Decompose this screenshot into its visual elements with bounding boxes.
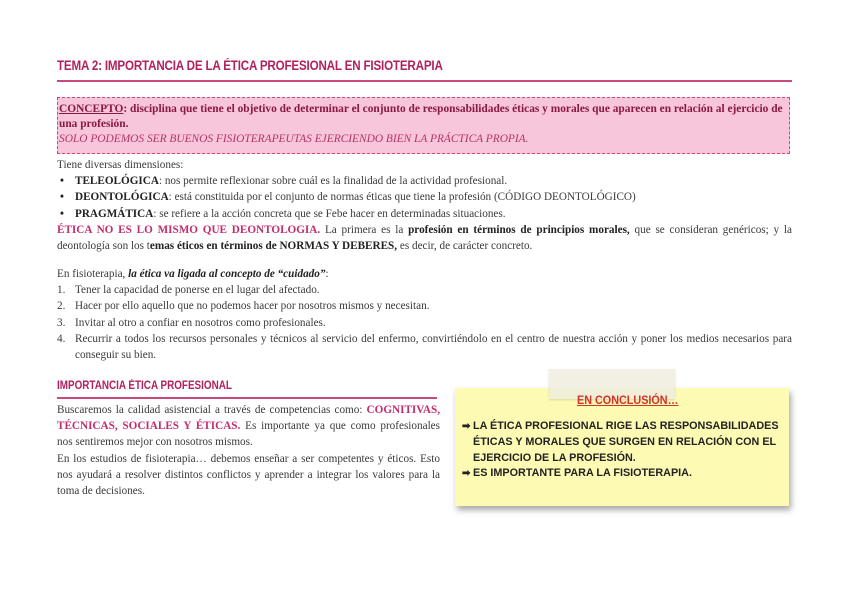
- page-title: TEMA 2: IMPORTANCIA DE LA ÉTICA PROFESIONAL EN FISIOTERAPIA: [57, 58, 443, 73]
- ethics-text-1: La primera es la: [320, 223, 409, 236]
- ethics-text-2: que se consideran genéricos; y la deontología son los t: [57, 223, 793, 253]
- p1-text-a: Buscaremos la calidad asistencial a través de competencias como:: [57, 404, 367, 416]
- care-intro-bold: la ética va ligada al concepto de “cuidado”: [128, 268, 326, 280]
- item-number: 3.: [57, 316, 66, 329]
- conclusion-text: ES IMPORTANTE PARA LA FISIOTERAPIA.: [473, 467, 692, 480]
- ethics-highlight: ÉTICA NO ES LO MISMO QUE DEONTOLOGIA.: [57, 223, 321, 236]
- section2-paragraph-2: En los estudios de fisioterapia… debemos enseñar a ser competentes y éticos. Esto nos ayudará a resolver distintos conflictos y aprender a integrar los valores para la toma de decisiones.: [57, 452, 440, 498]
- arrow-icon: ➡: [462, 421, 471, 432]
- dimension-text: : está constituida por el conjunto de normas éticas que tiene la profesión (CÓDIGO DEONTOLÓGICO): [168, 191, 636, 204]
- dimension-text: : se refiere a la acción concreta que se Febe hacer en determinadas situaciones.: [153, 207, 506, 220]
- list-item: [57, 331, 792, 363]
- dimension-term: TELEOLÓGICA: [75, 175, 159, 188]
- list-item: [462, 466, 792, 482]
- ethics-bold-1: profesión en términos de principios morales,: [408, 223, 630, 236]
- list-item: [57, 282, 792, 298]
- item-text: Invitar al otro a confiar en nosotros como profesionales.: [75, 316, 326, 329]
- conclusion-title: EN CONCLUSIÓN…: [577, 393, 679, 407]
- item-text: Recurrir a todos los recursos personales y técnicos al servicio del enfermo, convirtiéndolo en el centro de nuestra acción y poner los medios necesarios para conseguir su bien.: [75, 332, 792, 362]
- list-item: [462, 419, 792, 466]
- ethics-text-3: es decir, de carácter concreto.: [397, 240, 533, 253]
- item-number: 4.: [57, 332, 66, 345]
- ethics-bold-2: emas éticos en términos de NORMAS Y DEBERES,: [149, 240, 398, 253]
- arrow-icon: ➡: [462, 468, 471, 480]
- concept-definition: [58, 102, 789, 132]
- care-intro-end: :: [325, 268, 329, 280]
- care-section: [57, 266, 792, 363]
- dimensions-list: [57, 173, 792, 222]
- list-item: [57, 315, 792, 331]
- dimension-term: DEONTOLÓGICA: [75, 191, 169, 204]
- item-number: 2.: [57, 300, 66, 313]
- concept-box: [57, 97, 790, 154]
- conclusion-list: [462, 419, 792, 482]
- item-number: 1.: [57, 284, 66, 297]
- list-item: [57, 173, 792, 189]
- list-item: [57, 206, 792, 222]
- section-title: IMPORTANCIA ÉTICA PROFESIONAL: [57, 380, 232, 392]
- care-intro: [57, 266, 792, 282]
- title-divider: [57, 80, 792, 82]
- list-item: [57, 298, 792, 314]
- section-divider: [57, 397, 437, 399]
- list-item: [57, 189, 792, 205]
- concept-definition-text: : disciplina que tiene el objetivo de determinar el conjunto de responsabilidades éticas y morales que aparecen en relación al ejercicio de una profesión.: [59, 103, 783, 130]
- concept-keyword: CONCEPTO: [59, 103, 124, 115]
- dimensions-section: [57, 157, 792, 254]
- section2-body: [57, 402, 440, 499]
- dimension-text: : nos permite reflexionar sobre cuál es la finalidad de la actividad profesional.: [158, 175, 508, 188]
- ethics-vs-deontology: [57, 222, 792, 254]
- conclusion-text: LA ÉTICA PROFESIONAL RIGE LAS RESPONSABILIDADES ÉTICAS Y MORALES QUE SURGEN EN RELACIÓN CON EL EJERCICIO DE LA PROFESIÓN.: [473, 420, 779, 464]
- item-text: Hacer por ello aquello que no podemos hacer por nosotros mismos y necesitan.: [75, 300, 430, 313]
- competencies-highlight: COGNITIVAS, TÉCNICAS, SOCIALES Y ÉTICAS.: [57, 404, 440, 433]
- p1-text-b: Es importante ya que como profesionales nos sentiremos mejor con nosotros mismos.: [57, 420, 440, 449]
- care-list: [57, 282, 792, 363]
- care-intro-plain: En fisioterapia,: [57, 268, 129, 280]
- item-text: Tener la capacidad de ponerse en el lugar del afectado.: [75, 284, 320, 297]
- concept-note: SOLO PODEMOS SER BUENOS FISIOTERAPEUTAS EJERCIENDO BIEN LA PRÁCTICA PROPIA.: [59, 133, 529, 145]
- dimension-term: PRAGMÁTICA: [75, 207, 154, 220]
- dimensions-intro: Tiene diversas dimensiones:: [57, 159, 184, 171]
- section2-paragraph-1: [57, 402, 440, 451]
